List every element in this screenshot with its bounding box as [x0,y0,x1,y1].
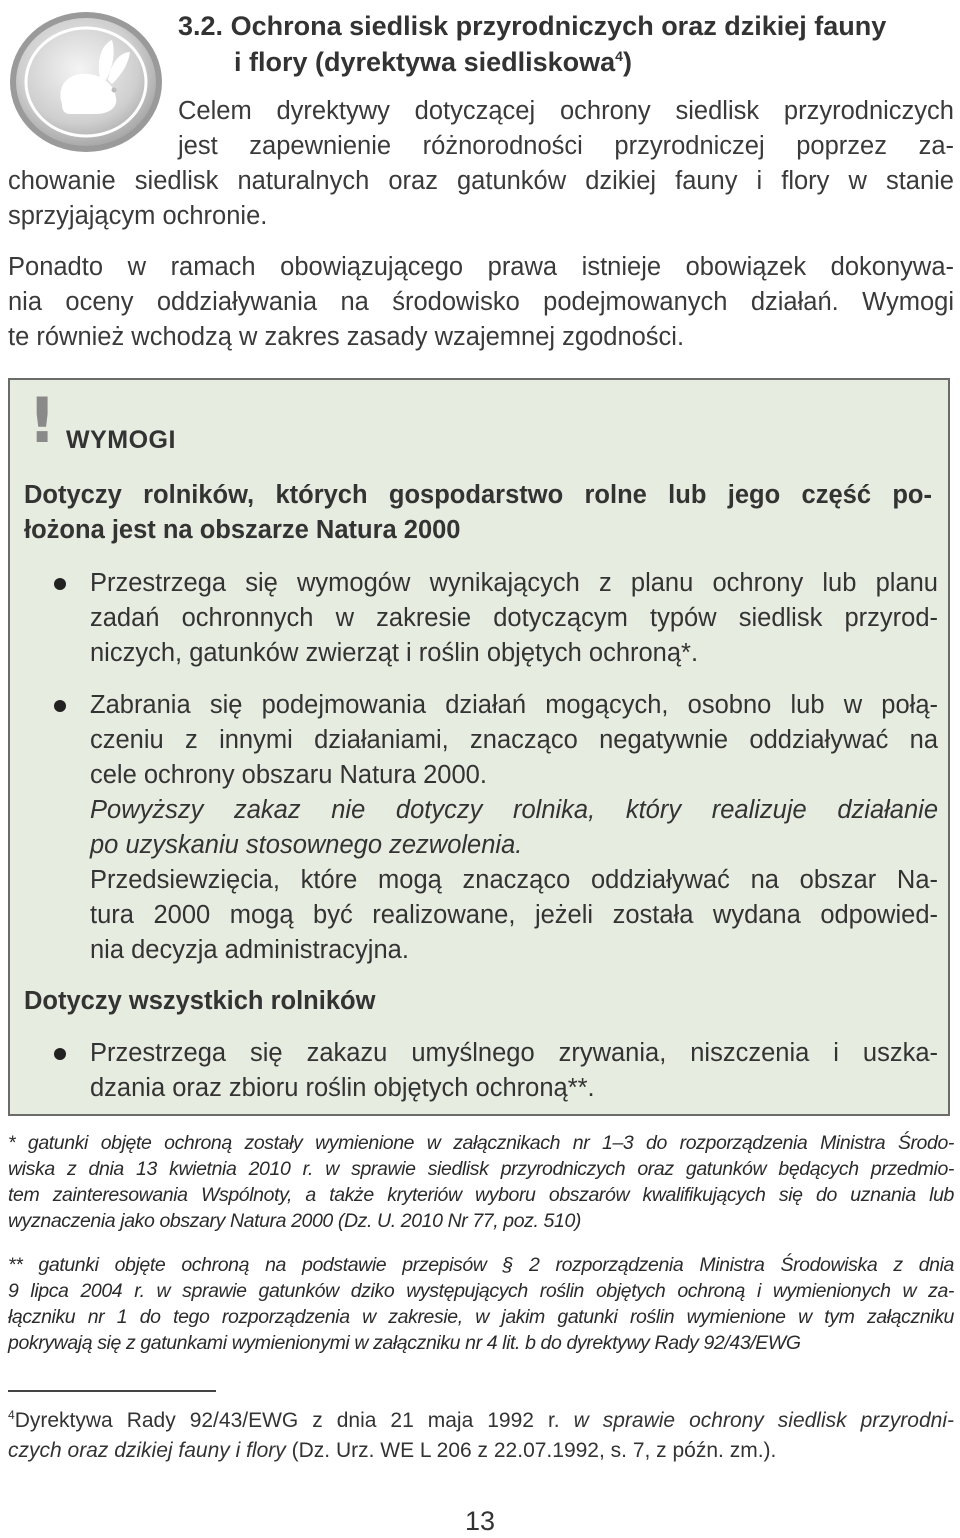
footnote-line: łączniku nr 1 do tego rozporządzenia w zakresie, w jakim gatunki roślin wymienione w tym załączniku [8,1306,954,1328]
item-line: niczych, gatunków zwierząt i roślin objętych ochroną*. [90,639,699,667]
footnote-line: 9 lipca 2004 r. w sprawie gatunków dziko występujących roślin objętych ochroną i wymienionych w za- [8,1280,954,1302]
requirements-title: WYMOGI [66,426,176,454]
section-all-farmers: Dotyczy wszystkich rolników [24,987,376,1015]
footnote-line: ** gatunki objęte ochroną na podstawie przepisów § 2 rozporządzenia Ministra Środowiska z dnia [8,1254,954,1276]
requirements-box [8,378,950,1116]
intro-line: jest zapewnienie różnorodności przyrodniczej poprzez za- [178,132,954,160]
list-item [90,1036,938,1106]
footnote-line: * gatunki objęte ochroną zostały wymienione w załącznikach nr 1–3 do rozporządzenia Ministra Środo- [8,1132,954,1154]
section-title-line2: i flory (dyrektywa siedliskowa [234,47,616,77]
item-line: Przestrzega się wymogów wynikających z planu ochrony lub planu [90,569,938,597]
item-line: cele ochrony obszaru Natura 2000. [90,761,487,789]
section-farmers-natura [24,478,932,548]
bullet-icon [54,700,66,712]
item-line: Przestrzega się zakazu umyślnego zrywania, niszczenia i uszka- [90,1039,938,1067]
paragraph-line: nia oceny oddziaływania na środowisko podejmowanych działań. Wymogi [8,288,954,316]
item-line: zadań ochronnych w zakresie dotyczącym typów siedlisk przyrod- [90,604,938,632]
page-number: 13 [464,1506,496,1536]
section-title-close: ) [622,47,632,77]
item-line: czeniu z innymi działaniami, znacząco negatywnie oddziaływać na [90,726,938,754]
footnote-4 [8,1406,954,1466]
item-italic-line: Powyższy zakaz nie dotyczy rolnika, który realizuje działanie [90,796,938,824]
footnote-star [8,1130,954,1234]
footnote-divider [8,1390,216,1392]
intro-line: Celem dyrektywy dotyczącej ochrony siedlisk przyrodniczych [178,97,954,125]
footnote-double-star [8,1252,954,1356]
paragraph-line: te również wchodzą w zakres zasady wzajemnej zgodności. [8,323,685,351]
section-line: łożona jest na obszarze Natura 2000 [24,516,461,544]
intro-line: sprzyjającym ochronie. [8,202,268,230]
intro-paragraph [8,94,954,234]
bullet-icon [54,1048,66,1060]
exclamation-icon: ! [28,384,57,457]
footnote-marker: 4 [8,1408,15,1422]
item-line: dzania oraz zbioru roślin objętych ochroną**. [90,1074,595,1102]
section-line: Dotyczy rolników, których gospodarstwo rolne lub jego część po- [24,481,932,509]
section-heading [178,8,954,80]
footnote-text: Dyrektywa Rady 92/43/EWG z dnia 21 maja 1992 r. [14,1409,574,1432]
intro-line: chowanie siedlisk naturalnych oraz gatunków dzikiej fauny i flory w stanie [8,167,954,195]
footnote-line: tem zainteresowania Wspólnoty, a także kryteriów wyboru obszarów kwalifikujących się do uznania lub [8,1184,954,1206]
paragraph-line: Ponadto w ramach obowiązującego prawa istnieje obowiązek dokonywa- [8,253,954,281]
footnote-text-italic: czych oraz dzikiej fauny i flory [8,1439,286,1462]
footnote-text-italic: w sprawie ochrony siedlisk przyrodni- [573,1409,954,1432]
item-line: Przedsiewzięcia, które mogą znacząco oddziaływać na obszar Na- [90,866,938,894]
section-number: 3.2. [178,11,224,41]
footnote-line: pokrywają się z gatunkami wymienionymi w załączniku nr 4 lit. b do dyrektywy Rady 92/43/EWG [8,1332,801,1354]
list-item [90,688,938,968]
item-italic-line: po uzyskaniu stosownego zezwolenia. [90,831,523,859]
obligation-paragraph [8,250,954,355]
footnote-line: wiska z dnia 13 kwietnia 2010 r. w sprawie siedlisk przyrodniczych oraz gatunków będących przedmio- [8,1158,954,1180]
bullet-icon [54,578,66,590]
item-line: nia decyzja administracyjna. [90,936,409,964]
footnote-text: (Dz. Urz. WE L 206 z 22.07.1992, s. 7, z późn. zm.). [285,1439,777,1462]
footnote-line: wyznaczenia jako obszary Natura 2000 (Dz. U. 2010 Nr 77, poz. 510) [8,1210,581,1232]
item-line: Zabrania się podejmowania działań mogących, osobno lub w połą- [90,691,938,719]
section-title-line1: Ochrona siedlisk przyrodniczych oraz dzikiej fauny [230,11,887,41]
list-item [90,566,938,671]
footnote-ref[interactable]: 4 [615,48,623,64]
item-line: tura 2000 mogą być realizowane, jeżeli została wydana odpowied- [90,901,938,929]
